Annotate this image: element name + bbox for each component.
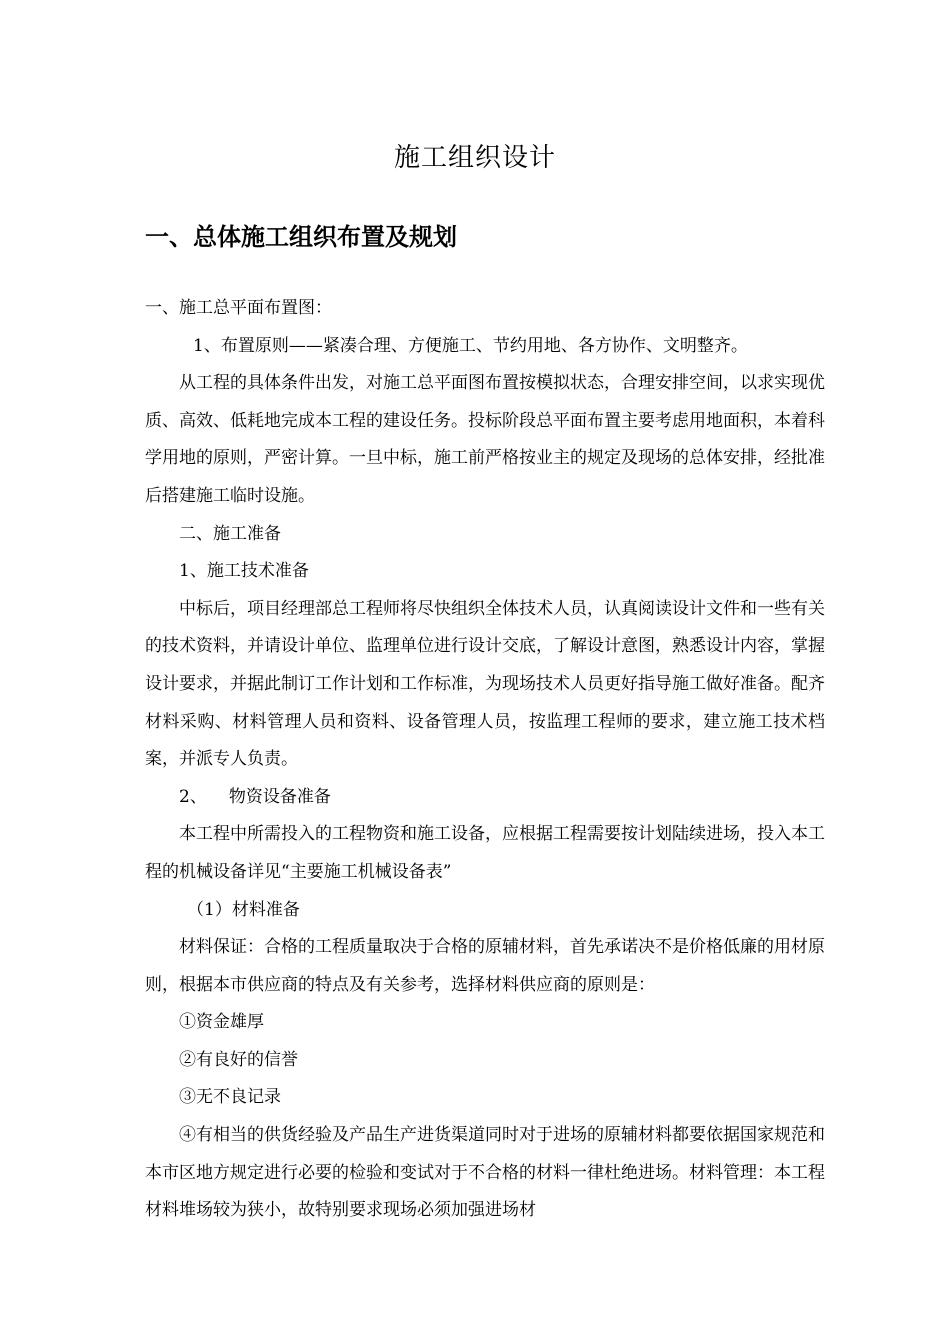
document-body — [145, 290, 825, 1230]
heading-number: 2、 — [179, 786, 207, 807]
list-item-criterion-3: ③无不良记录 — [179, 1087, 281, 1108]
list-item-criterion-2: ②有良好的信誉 — [179, 1049, 298, 1070]
section-heading: 一、总体施工组织布置及规划 — [145, 223, 457, 251]
paragraph-material-equipment: 本工程中所需投入的工程物资和施工设备，应根据工程需要按计划陆续进场，投入本工程的机械设备详见“主要施工机械设备表” — [145, 824, 825, 882]
paragraph-construction-preparation-heading: 二、施工准备 — [179, 523, 281, 544]
paragraph-site-layout-heading: 一、施工总平面布置图： — [145, 298, 332, 318]
list-item-criterion-4: ④有相当的供货经验及产品生产进货渠道同时对于进场的原辅材料都要依据国家规范和本市区地方规定进行必要的检验和变试对于不合格的材料一律杜绝进场。材料管理：本工程材料堆场较为狭小，故特别要求现场必须加强进场材 — [145, 1125, 825, 1221]
paragraph-technical-preparation: 中标后，项目经理部总工程师将尽快组织全体技术人员，认真阅读设计文件和一些有关的技术资料，并请设计单位、监理单位进行设计交底，了解设计意图，熟悉设计内容，掌握设计要求，并据此制订工作计划和工作标准，为现场技术人员更好指导施工做好准备。配齐材料采购、材料管理人员和资料、设备管理人员，按监理工程师的要求，建立施工技术档案，并派专人负责。 — [145, 598, 825, 770]
paragraph-layout-description: 从工程的具体条件出发，对施工总平面图布置按模拟状态，合理安排空间，以求实现优质、高效、低耗地完成本工程的建设任务。投标阶段总平面布置主要考虑用地面积，本着科学用地的原则，严密计算。一旦中标，施工前严格按业主的规定及现场的总体安排，经批准后搭建施工临时设施。 — [145, 373, 825, 506]
paragraph-material-preparation-heading: （1）材料准备 — [187, 899, 300, 920]
heading-text: 物资设备准备 — [228, 786, 331, 807]
paragraph-material-equipment-heading — [145, 779, 825, 817]
paragraph-material-guarantee: 材料保证：合格的工程质量取决于合格的原辅材料，首先承诺决不是价格低廉的用材原则，根据本市供应商的特点及有关参考，选择材料供应商的原则是： — [145, 937, 825, 995]
document-title: 施工组织设计 — [393, 143, 556, 173]
paragraph-layout-principle: 1、布置原则——紧凑合理、方便施工、节约用地、各方协作、文明整齐。 — [193, 335, 748, 356]
list-item-criterion-1: ①资金雄厚 — [179, 1012, 264, 1033]
paragraph-technical-preparation-heading: 1、施工技术准备 — [179, 561, 309, 582]
